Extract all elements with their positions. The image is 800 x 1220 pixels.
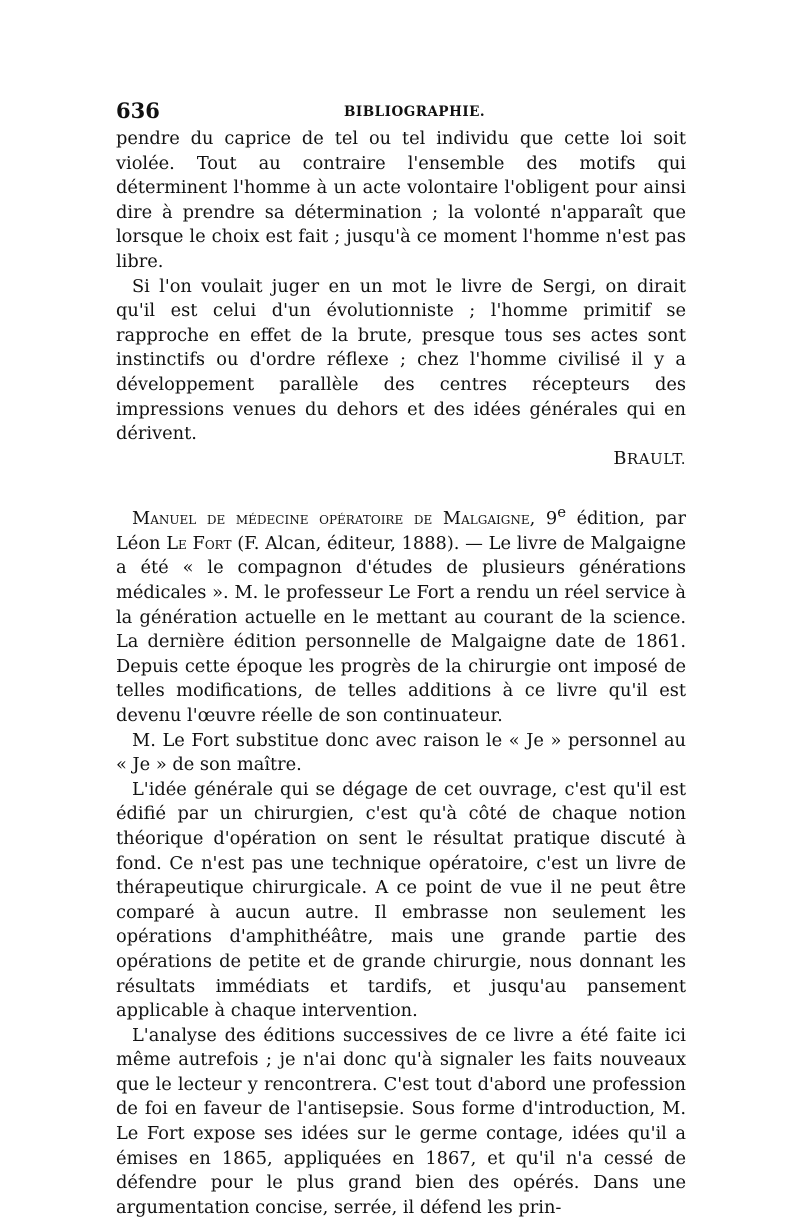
- page-number: 636: [116, 98, 160, 123]
- author-name: Le Fort: [166, 532, 232, 554]
- paragraph-je-personnel: M. Le Fort substitue donc avec raison le « Je » personnel au « Je » de son maître.: [116, 729, 686, 776]
- paragraph-analyse: L'analyse des éditions successives de ce livre a été faite ici même autrefois ; je n'ai donc qu'à signaler les faits nouveaux que le lecteur y rencontrera. C'est tout d'abord une profession de foi en faveur de l'antisepsie. Sous forme d'introduction, M. Le Fort expose ses idées sur le germe contage, idées qu'il a émises en 1865, appliquées en 1867, et qu'il n'a cessé de défendre pour le plus grand bien des opérés. Dans une argumentation concise, serrée, il défend les prin-: [116, 1024, 686, 1218]
- paragraph-malgaigne-review: Manuel de médecine opératoire de Malgaigne, 9e édition, par Léon Le Fort (F. Alcan, éditeur, 1888). — Le livre de Malgaigne a été « le compagnon d'études de plusieurs générations médicales ». M. le professeur Le Fort a rendu un réel service à la génération actuelle en le mettant au courant de la science. La dernière édition personnelle de Malgaigne date de 1861. Depuis cette époque les progrès de la chirurgie ont imposé de telles modifications, de telles additions à ce livre qu'il est devenu l'œuvre réelle de son continuateur.: [116, 504, 687, 726]
- body-text: [116, 127, 686, 1220]
- paragraph-idee-generale: L'idée générale qui se dégage de cet ouvrage, c'est qu'il est édifié par un chirurgien, c'est qu'à côté de chaque notion théorique d'opération on sent le résultat pratique discuté à fond. Ce n'est pas une technique opératoire, c'est un livre de thérapeutique chirurgicale. A ce point de vue il ne peut être comparé à aucun autre. Il embrasse non seulement les opérations d'amphithéâtre, mais une grande partie des opérations de petite et de grande chirurgie, nous donnant les résultats immédiats et tardifs, et jusqu'au pansement applicable à chaque intervention.: [116, 778, 686, 1022]
- section-spacer: [116, 471, 686, 501]
- review-signature: BRAULT.: [613, 447, 686, 469]
- running-title: BIBLIOGRAPHIE.: [344, 104, 486, 120]
- book-title: Manuel de médecine opératoire de Malgaigne: [132, 508, 530, 530]
- page-header: [116, 96, 686, 126]
- paragraph-continuation: pendre du caprice de tel ou tel individu que cette loi soit violée. Tout au contraire l'ensemble des motifs qui déterminent l'homme à un acte volontaire l'obligent pour ainsi dire à prendre sa détermination ; la volonté n'apparaît que lorsque le choix est fait ; jusqu'à ce moment l'homme n'est pas libre.: [116, 128, 686, 272]
- paragraph-sergi-summary: Si l'on voulait juger en un mot le livre de Sergi, on dirait qu'il est celui d'un évolutionniste ; l'homme primitif se rapproche en effet de la brute, presque tous ses actes sont instinctifs ou d'ordre réflexe ; chez l'homme civilisé il y a développement parallèle des centres récepteurs des impressions venues du dehors et des idées générales qui en dérivent.: [116, 275, 686, 445]
- edition-superscript: e: [557, 504, 566, 522]
